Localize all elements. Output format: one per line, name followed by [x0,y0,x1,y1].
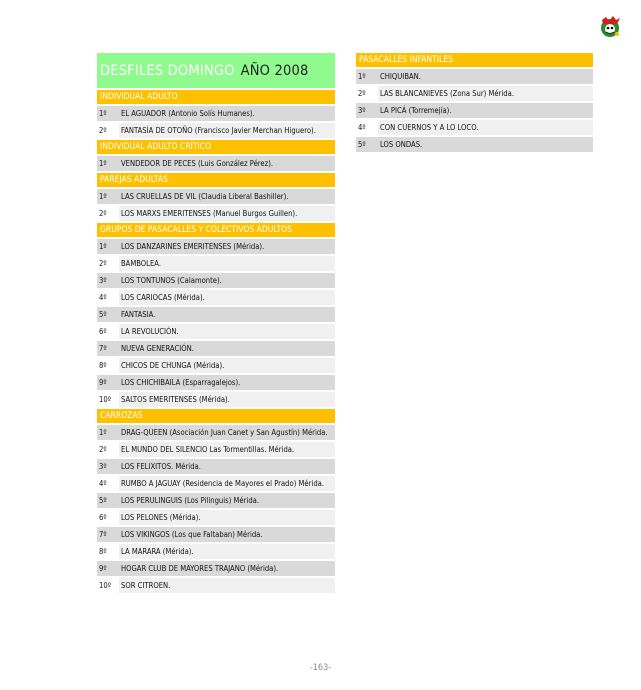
table-row [97,392,335,407]
table-row [356,103,593,118]
section-header: CARROZAS [97,409,335,423]
carnival-mascot-logo [597,14,623,40]
section-header: GRUPOS DE PASACALLES Y COLECTIVOS ADULTOS [97,223,335,237]
entry-name: LAS CRUELLAS DE VIL (Claudia Liberal Bashiller). [119,189,335,204]
entry-name: LOS PERULINGUIS (Los Pilinguis) Mérida. [119,493,335,508]
table-row [97,307,335,322]
entry-name: FANTASÍA DE OTOÑO (Francisco Javier Merchan Higuero). [119,123,335,138]
table-row [356,69,593,84]
entry-name: LOS ONDAS. [378,137,593,152]
rank-number: 5º [97,493,119,508]
entry-name: LOS VIKINGOS (Los que Faltaban) Mérida. [119,527,335,542]
table-body [97,90,335,593]
rank-number: 6º [97,324,119,339]
entry-name: CON CUERNOS Y A LO LOCO. [378,120,593,135]
entry-name: LA MARARA (Mérida). [119,544,335,559]
section-header: PAREJAS ADULTAS [97,173,335,187]
rank-number: 8º [97,358,119,373]
entry-name: LOS MARXS EMERITENSES (Manuel Burgos Guillen). [119,206,335,221]
rank-number: 7º [97,527,119,542]
rank-number: 3º [97,459,119,474]
rank-number: 2º [97,442,119,457]
rank-number: 4º [356,120,378,135]
entry-name: EL AGUADOR (Antonio Solís Humanes). [119,106,335,121]
rank-number: 4º [97,290,119,305]
entry-name: EL MUNDO DEL SILENCIO Las Tormentillas. Mérida. [119,442,335,457]
entry-name: LOS TONTUNOS (Calamonte). [119,273,335,288]
table-row [97,578,335,593]
pasacalles-infantiles-table [356,53,593,152]
table-row [97,527,335,542]
rank-number: 7º [97,341,119,356]
rank-number: 5º [97,307,119,322]
table-row [97,544,335,559]
rank-number: 4º [97,476,119,491]
rank-number: 2º [97,206,119,221]
table-row [97,189,335,204]
desfiles-domingo-table [97,53,335,593]
entry-name: RUMBO A JAGUAY (Residencia de Mayores el Prado) Mérida. [119,476,335,491]
entry-name: CHICOS DE CHUNGA (Mérida). [119,358,335,373]
rank-number: 1º [97,189,119,204]
rank-number: 3º [97,273,119,288]
table-row [97,123,335,138]
rank-number: 1º [97,425,119,440]
section-header: INDIVIDUAL ADULTO [97,90,335,104]
entry-name: SOR CITROEN. [119,578,335,593]
entry-name: LA PICÁ (Torremejía). [378,103,593,118]
rank-number: 5º [356,137,378,152]
rank-number: 2º [97,256,119,271]
table-row [356,86,593,101]
table-row [97,510,335,525]
rank-number: 9º [97,561,119,576]
entry-name: VENDEDOR DE PECES (Luis González Pérez). [119,156,335,171]
entry-name: LOS PELONES (Mérida). [119,510,335,525]
entry-name: LOS DANZARINES EMERITENSES (Mérida). [119,239,335,254]
entry-name: LAS BLANCANIEVES (Zona Sur) Mérida. [378,86,593,101]
title-year: AÑO 2008 [240,62,309,79]
entry-name: LA REVOLUCIÓN. [119,324,335,339]
table-row [97,476,335,491]
entry-name: CHIQUIBAN. [378,69,593,84]
entry-name: LOS CARIOCAS (Mérida). [119,290,335,305]
page-number: -163- [309,663,332,673]
rank-number: 10º [97,392,119,407]
table-row [97,239,335,254]
section-header: PASACALLES INFANTILES [356,53,593,67]
table-row [97,290,335,305]
entry-name: LOS FELIXITOS. Mérida. [119,459,335,474]
table-row [97,256,335,271]
title-main: DESFILES DOMINGO [100,62,235,79]
table-title [97,53,335,88]
entry-name: NUEVA GENERACIÓN. [119,341,335,356]
table-row [97,324,335,339]
entry-name: HOGAR CLUB DE MAYORES TRAJANO (Mérida). [119,561,335,576]
table-row [97,442,335,457]
rank-number: 10º [97,578,119,593]
rank-number: 3º [356,103,378,118]
table-row [97,493,335,508]
rank-number: 1º [97,106,119,121]
entry-name: LOS CHICHIBAILA (Esparragalejos). [119,375,335,390]
entry-name: SALTOS EMERITENSES (Mérida). [119,392,335,407]
table-row [97,341,335,356]
table-body [356,69,593,152]
entry-name: DRAG-QUEEN (Asociación Juan Canet y San Agustín) Mérida. [119,425,335,440]
table-row [97,358,335,373]
table-row [97,106,335,121]
table-row [97,425,335,440]
rank-number: 6º [97,510,119,525]
rank-number: 2º [356,86,378,101]
rank-number: 8º [97,544,119,559]
table-row [356,137,593,152]
table-row [97,273,335,288]
rank-number: 9º [97,375,119,390]
rank-number: 1º [356,69,378,84]
section-header: INDIVIDUAL ADULTO CRÍTICO [97,140,335,154]
table-row [97,561,335,576]
entry-name: FANTASIA. [119,307,335,322]
rank-number: 2º [97,123,119,138]
table-row [97,459,335,474]
table-row [356,120,593,135]
rank-number: 1º [97,156,119,171]
rank-number: 1º [97,239,119,254]
entry-name: BAMBOLEA. [119,256,335,271]
table-row [97,375,335,390]
table-row [97,156,335,171]
table-row [97,206,335,221]
